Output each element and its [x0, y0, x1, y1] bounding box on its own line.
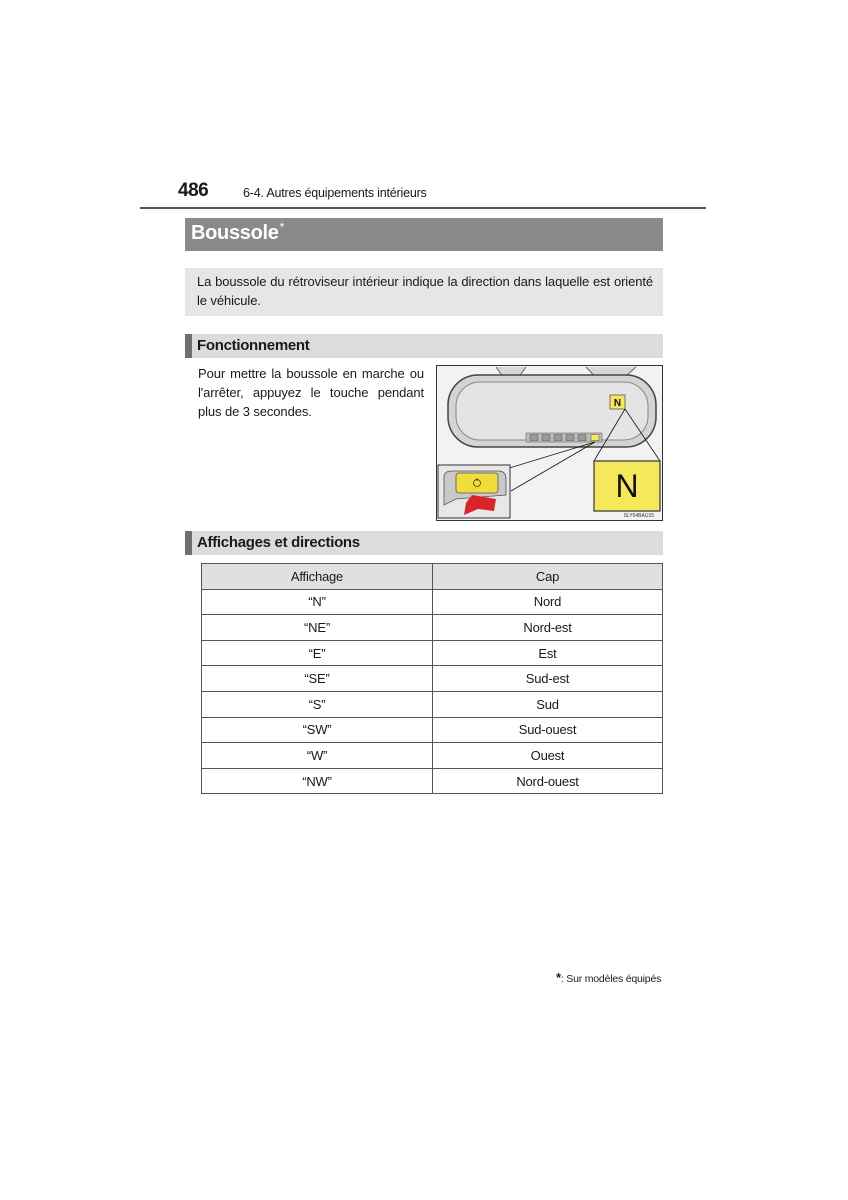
heading-cell: Ouest [433, 743, 663, 769]
heading-cell: Nord-ouest [433, 768, 663, 794]
table-row [202, 640, 663, 666]
footnote-marker: * [556, 970, 561, 985]
mirror-illustration [436, 365, 663, 521]
intro-text: La boussole du rétroviseur intérieur indique la direction dans laquelle est orienté le véhicule. [197, 274, 653, 308]
table-row [202, 768, 663, 794]
header-divider [140, 207, 706, 209]
display-cell: “NW” [202, 768, 433, 794]
table-row [202, 615, 663, 641]
compass-letter-large: N [615, 468, 639, 504]
mirror-glass [456, 382, 648, 440]
illustration-code: SLY64BAU15 [623, 513, 654, 519]
operation-text: Pour mettre la boussole en marche ou l'arrêter, appuyez le touche pendant plus de 3 secondes. [198, 366, 424, 419]
section-title [191, 222, 284, 245]
heading-cell: Sud-ouest [433, 717, 663, 743]
footnote-text: : Sur modèles équipés [560, 973, 662, 985]
display-cell: “NE” [202, 615, 433, 641]
table-row [202, 717, 663, 743]
compass-letter-small: N [613, 398, 622, 409]
compass-button [456, 473, 498, 493]
footnote [556, 970, 661, 985]
table-header-row [202, 564, 663, 590]
heading-cell: Sud [433, 691, 663, 717]
page-number: 486 [178, 180, 209, 201]
mirror-buttons [526, 433, 602, 442]
heading-cell: Nord-est [433, 615, 663, 641]
column-header-display: Affichage [202, 564, 433, 590]
table-row [202, 666, 663, 692]
display-cell: “N” [202, 589, 433, 615]
operation-heading: Fonctionnement [197, 337, 310, 354]
heading-cell: Sud-est [433, 666, 663, 692]
directions-heading: Affichages et directions [197, 534, 360, 551]
display-cell: “W” [202, 743, 433, 769]
display-cell: “S” [202, 691, 433, 717]
chapter-title: 6-4. Autres équipements intérieurs [243, 186, 427, 200]
directions-table [201, 563, 663, 794]
display-cell: “E” [202, 640, 433, 666]
section-title-text: Boussole [191, 222, 279, 244]
column-header-heading: Cap [433, 564, 663, 590]
table-row [202, 743, 663, 769]
display-cell: “SE” [202, 666, 433, 692]
display-cell: “SW” [202, 717, 433, 743]
heading-cell: Nord [433, 589, 663, 615]
section-title-marker: * [279, 220, 284, 234]
table-row [202, 589, 663, 615]
heading-cell: Est [433, 640, 663, 666]
table-row [202, 691, 663, 717]
